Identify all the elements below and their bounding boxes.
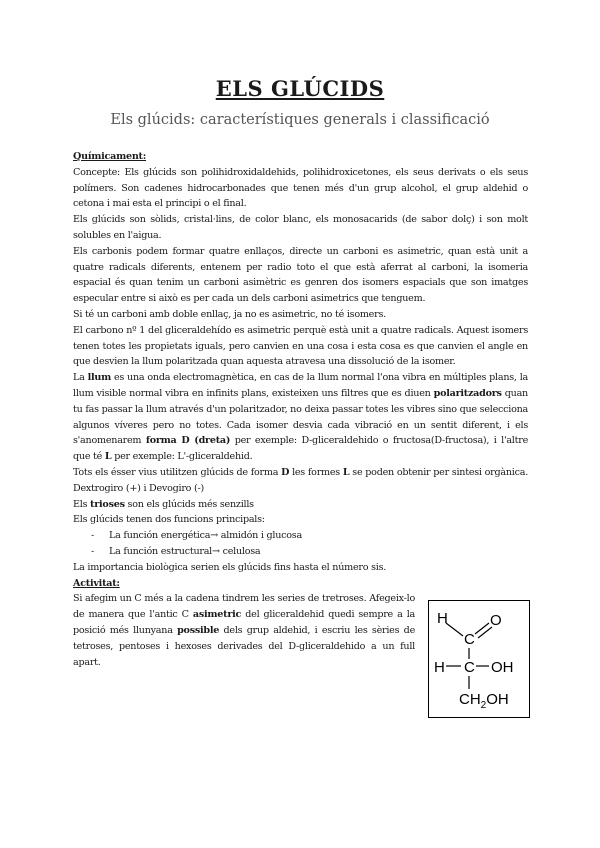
term-trioses: trioses (90, 498, 125, 510)
group-oh: OH (491, 659, 514, 676)
paragraph-carbons: Els carbonis podem formar quatre enllaços, directe un carboni es asimetric, quan està unit a quatre radicals diferents, entenem per radio toto el que està aferrat al carboni, la isomeria espacial és quan tenim un carboni asimètric es genren dos isomers espacials que son imatges especular entre si això es per cada un dels carboni asimetrics que tenguem. (73, 245, 528, 305)
list-item: - La función energética→ almidón i glucosa (73, 528, 528, 544)
page-subtitle: Els glúcids: característiques generals i classificació (110, 112, 490, 128)
term-l: L (104, 451, 112, 463)
paragraph-concept: Concepte: Els glúcids son polihidroxidaldehids, polihidroxicetones, els seus derivats o els seus polímers. Son cadenes hidrocarbonades que tenen més d'un grup alcohol, el grup aldehid o cetona i mai esta el principi o el final. (73, 166, 528, 210)
paragraph-light: La llum es una onda electromagnètica, en cas de la llum normal l'ona vibra en múltiples plans, la llum visible normal vibra en infinits plans, existeixen uns filtres que es diuen polaritzadors quan tu fas passar la llum através d'un polaritzador, no deixa passar totes les vibres sino que selecciona algunos víveres pero no totes. Cada isomer desvia cada vibració en un sentit diferent, i els s'anomenarem forma D (dreta) per exemple: D-gliceraldehido o fructosa(D-fructosa), i l'altre que té L per exemple: L'-gliceraldehid. (73, 372, 529, 463)
functions-list (73, 528, 528, 560)
term-forma-d: forma D (dreta) (145, 435, 231, 447)
paragraph-carbon-one: El carbono nº 1 del gliceraldehído es asimetric perquè està unit a quatre radicals. Aquest isomers tenen totes les propietats iguals, pero canvien en una cosa i esta cosa es que canvien el angle en que desvien la llum polaritzada quan aquesta atravesa una dissolució de la isomer. (73, 324, 528, 368)
term-polaritzadors: polaritzadors (433, 387, 502, 399)
section-heading-chemistry: Químicament: (73, 151, 147, 162)
atom-o: O (490, 612, 502, 629)
term-llum: llum (87, 372, 111, 384)
double-bond-line-1 (475, 623, 489, 634)
atom-c-top: C (464, 631, 475, 648)
glyceraldehyde-structure-figure (428, 600, 530, 718)
paragraph-functions: Els glúcids tenen dos funcions principals: (73, 514, 265, 526)
page-title: ELS GLÚCIDS (215, 76, 385, 101)
atom-h-top: H (437, 610, 448, 627)
paragraph-living-beings: Tots els ésser vius utilitzen glúcids de forma D les formes L se poden obtenir per sintesi orgànica. Dextrogiro (+) i Devogiro (-) (73, 466, 529, 494)
atom-c-mid: C (464, 659, 475, 676)
term-possible: possible (177, 624, 220, 636)
section-heading-activity: Activitat: (73, 577, 120, 589)
term-asimetric: asimetric (192, 609, 242, 621)
paragraph-double-bond: Si té un carboni amb doble enllaç, ja no es asimetric, no té isomers. (73, 308, 386, 320)
paragraph-properties: Els glúcids son sòlids, cristal·lins, de color blanc, els monosacarids (de sabor dolç) i son molt solubles en l'aigua. (73, 214, 528, 241)
atom-h-mid: H (434, 659, 445, 676)
bond-h-c (446, 623, 463, 636)
group-ch2oh: $CH_2OH$ (459, 691, 509, 711)
paragraph-trioses: Els trioses son els glúcids més senzills (73, 498, 254, 510)
document-body (73, 149, 528, 670)
paragraph-importance: La importancia biològica serien els glúcids fins hasta el número sis. (73, 561, 387, 573)
paragraph-activity: Si afegim un C més a la cadena tindrem les series de tretroses. Afegeix-lo de manera que l'antic C asimetric del gliceraldehid quedi sempre a la posició més llunyana possible dels grup aldehid, i escriu les sèries de tetroses, pentoses i hexoses derivades del D-gliceraldehido a un full apart. (73, 593, 415, 668)
molecule-svg (429, 601, 529, 717)
list-item: - La función estructural→ celulosa (73, 544, 528, 560)
